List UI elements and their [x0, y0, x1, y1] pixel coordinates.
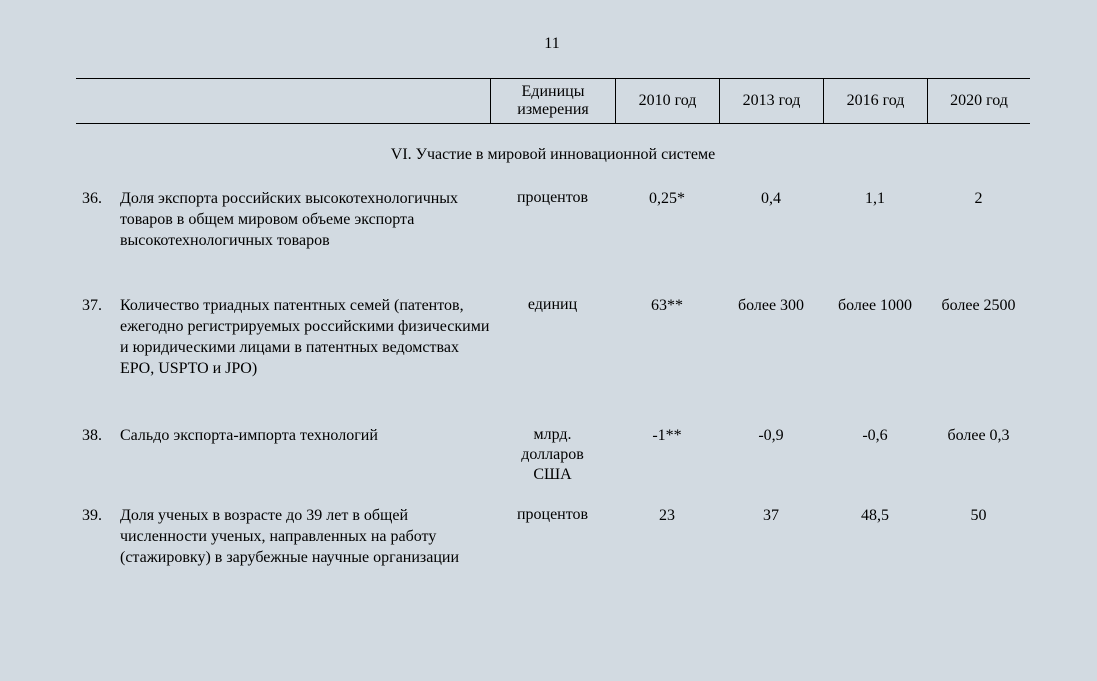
value-2010: 63**	[651, 297, 683, 314]
header-units: Единицы измерения	[490, 79, 615, 123]
value-2013: более 300	[737, 297, 805, 314]
header-2020: 2020 год	[927, 79, 1030, 123]
row-units: млрд. долларов США	[521, 426, 584, 483]
header-2013: 2013 год	[719, 79, 823, 123]
value-2016: 1,1	[865, 190, 885, 207]
row-units: процентов	[516, 506, 589, 523]
value-2010: -1**	[652, 427, 682, 444]
header-2016: 2016 год	[823, 79, 927, 123]
row-description: Сальдо экспорта-импорта технологий	[120, 427, 378, 444]
value-2016: 48,5	[861, 507, 889, 524]
value-2020: более 2500	[941, 297, 1016, 314]
row-units: процентов	[516, 189, 589, 206]
value-2013: 0,4	[761, 190, 781, 207]
value-2010: 23	[659, 507, 675, 524]
row-description: Доля ученых в возрасте до 39 лет в общей численности ученых, направленных на работу (стажировку) в зарубежные научные организации	[120, 507, 460, 566]
header-2010: 2010 год	[615, 79, 719, 123]
indicators-table	[76, 78, 1030, 124]
value-2013: 37	[763, 507, 779, 524]
row-description: Доля экспорта российских высокотехнологичных товаров в общем мировом объеме экспорта высокотехнологичных товаров	[120, 190, 459, 249]
page-number: 11	[544, 35, 560, 52]
value-2010: 0,25*	[649, 190, 685, 207]
row-number: 38.	[82, 427, 102, 444]
row-number: 39.	[82, 507, 102, 524]
value-2016: -0,6	[862, 427, 888, 444]
value-2013: -0,9	[758, 427, 784, 444]
table-header	[76, 78, 1030, 124]
section-title: VI. Участие в мировой инновационной системе	[390, 146, 716, 163]
row-number: 36.	[82, 190, 102, 207]
row-units: единиц	[527, 296, 578, 313]
value-2016: более 1000	[837, 297, 913, 314]
row-description: Количество триадных патентных семей (патентов, ежегодно регистрируемых российскими физическими и юридическими лицами в патентных ведомствах EPO, USPTO и JPO)	[120, 297, 490, 377]
value-2020: 2	[974, 190, 983, 207]
row-number: 37.	[82, 297, 102, 314]
value-2020: более 0,3	[947, 427, 1010, 444]
value-2020: 50	[970, 507, 987, 524]
